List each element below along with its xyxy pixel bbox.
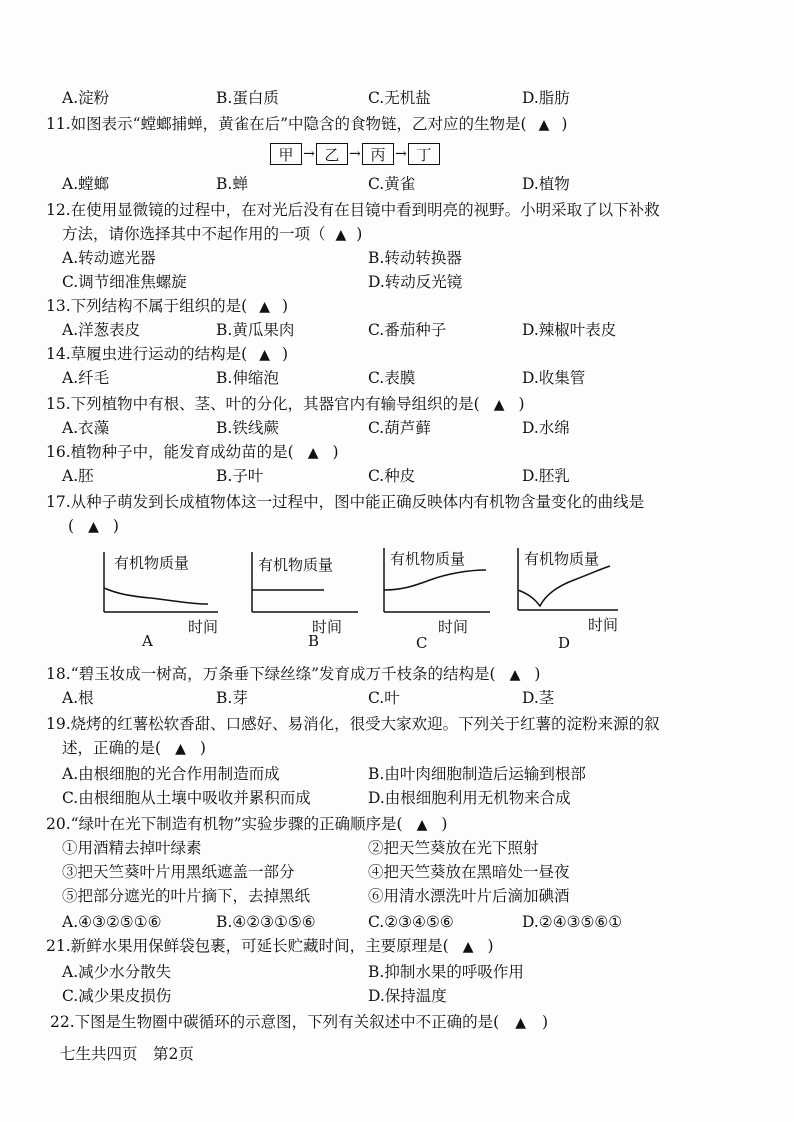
q13-option-b: B.黄瓜果肉 [216, 321, 295, 339]
q18-option-b: B.芽 [216, 689, 248, 707]
q21-option-b: B.抑制水果的呼吸作用 [368, 963, 524, 981]
q20-step-2: ②把天竺葵放在光下照射 [368, 839, 539, 857]
q10-option-d: D.脂肪 [522, 89, 570, 107]
q13-option-a: A.洋葱表皮 [62, 321, 141, 339]
q14-stem-text: 14.草履虫进行运动的结构是( [46, 345, 248, 363]
close-paren: ) [534, 665, 541, 683]
close-paren: ) [441, 815, 448, 833]
q11-option-b: B.蝉 [216, 175, 248, 193]
q12-stem-text: 方法，请你选择其中不起作用的一项（ [62, 225, 326, 243]
food-chain-diagram [270, 142, 440, 166]
q19-stem-text: 述，正确的是( [62, 739, 162, 757]
chain-box-3: 丙 [362, 143, 394, 165]
q16-option-b: B.子叶 [216, 467, 264, 485]
q21-stem-text: 21.新鲜水果用保鲜袋包裹，可延长贮藏时间，主要原理是( [46, 937, 449, 955]
q10-option-b: B.蛋白质 [216, 89, 279, 107]
graph-b-xlabel: 时间 [312, 618, 343, 636]
q13-option-c: C.番茄种子 [368, 321, 447, 339]
graph-c-xlabel: 时间 [438, 618, 469, 636]
graph-a-letter: A [142, 632, 153, 650]
q16-option-d: D.胚乳 [522, 467, 570, 485]
close-paren: ) [199, 739, 206, 757]
answer-mark: ▲ [175, 741, 186, 757]
q15-stem-text: 15.下列植物中有根、茎、叶的分化，其器官内有输导组织的是( [46, 395, 480, 413]
q18-option-a: A.根 [62, 689, 94, 707]
q20-step-4: ④把天竺葵放在黑暗处一昼夜 [368, 863, 570, 881]
graph-b [248, 550, 378, 650]
q22-stem-text: 22.下图是生物圈中碳循环的示意图，下列有关叙述中不正确的是( [50, 1013, 500, 1031]
q12-option-a: A.转动遮光器 [62, 249, 156, 267]
q20-stem [46, 814, 447, 835]
q12-stem-line2 [62, 224, 362, 245]
q12-option-d: D.转动反光镜 [368, 273, 463, 291]
q14-stem [46, 344, 288, 365]
q18-option-c: C.叶 [368, 689, 400, 707]
answer-mark: ▲ [538, 117, 550, 133]
right-arrow-icon: → [303, 146, 315, 162]
graph-d-curve [518, 566, 610, 606]
q15-option-a: A.衣藻 [62, 419, 110, 437]
q12-option-b: B.转动转换器 [368, 249, 462, 267]
q17-stem-line1: 17.从种子萌发到长成植物体这一过程中，图中能正确反映体内有机物含量变化的曲线是 [46, 493, 645, 511]
graph-a-xlabel: 时间 [188, 618, 219, 636]
close-paren: ) [281, 345, 289, 363]
q18-stem [46, 664, 540, 685]
q17-open-paren: ( [68, 517, 75, 535]
q14-option-a: A.纤毛 [62, 369, 110, 387]
q16-option-c: C.种皮 [368, 467, 416, 485]
answer-mark: ▲ [259, 299, 270, 315]
q12-option-c: C.调节细准焦螺旋 [62, 273, 187, 291]
q20-step-6: ⑥用清水漂洗叶片后滴加碘酒 [368, 887, 570, 905]
q19-option-b: B.由叶肉细胞制造后运输到根部 [368, 765, 586, 783]
q22-stem [50, 1012, 548, 1033]
q14-option-d: D.收集管 [522, 369, 586, 387]
q13-stem [46, 296, 288, 317]
q19-stem-line1: 19.烧烤的红薯松软香甜、口感好、易消化，很受大家欢迎。下列关于红薯的淀粉来源的叙 [46, 715, 660, 733]
q15-option-b: B.铁线蕨 [216, 419, 279, 437]
graph-a-curve [104, 588, 208, 604]
answer-mark: ▲ [335, 227, 347, 243]
answer-mark: ▲ [462, 939, 474, 955]
close-paren: ) [518, 395, 525, 413]
close-paren: ) [561, 115, 568, 133]
graph-a-title: 有机物质量 [114, 554, 190, 572]
q20-step-3: ③把天竺葵叶片用黑纸遮盖一部分 [62, 863, 295, 881]
q20-step-1: ①用酒精去掉叶绿素 [62, 839, 202, 857]
q14-option-c: C.表膜 [368, 369, 416, 387]
close-paren: ) [487, 937, 494, 955]
graph-c [380, 546, 510, 650]
q18-option-d: D.茎 [522, 689, 555, 707]
graph-d [514, 546, 644, 650]
q12-stem-line1: 12.在使用显微镜的过程中，在对光后没有在目镜中看到明亮的视野。小明采取了以下补救 [46, 201, 660, 219]
q16-stem-text: 16.植物种子中，能发育成幼苗的是( [46, 443, 294, 461]
close-paren: ) [112, 517, 119, 535]
q15-option-c: C.葫芦藓 [368, 419, 431, 437]
q14-option-b: B.伸缩泡 [216, 369, 279, 387]
answer-mark: ▲ [307, 445, 319, 461]
graph-c-title: 有机物质量 [390, 550, 466, 568]
answer-mark: ▲ [88, 519, 99, 535]
q11-stem-text: 11.如图表示“螳螂捕蝉，黄雀在后”中隐含的食物链，乙对应的生物是( [46, 115, 527, 133]
q16-stem [46, 442, 339, 463]
graph-c-letter: C [416, 634, 428, 652]
answer-mark: ▲ [493, 397, 505, 413]
q19-option-c: C.由根细胞从土壤中吸收并累积而成 [62, 789, 311, 807]
q20-option-b: B.④②③①⑤⑥ [216, 913, 316, 931]
close-paren: ) [541, 1013, 549, 1031]
q13-stem-text: 13.下列结构不属于组织的是( [46, 297, 248, 315]
q15-option-d: D.水绵 [522, 419, 570, 437]
q21-option-a: A.减少水分散失 [62, 963, 172, 981]
q19-option-a: A.由根细胞的光合作用制造而成 [62, 765, 280, 783]
chain-box-4: 丁 [408, 143, 440, 165]
q17-stem-line2 [68, 516, 119, 537]
q11-option-d: D.植物 [522, 175, 570, 193]
chain-box-1: 甲 [270, 143, 302, 165]
q21-option-d: D.保持温度 [368, 987, 447, 1005]
q20-stem-text: 20.“绿叶在光下制造有机物”实验步骤的正确顺序是( [46, 815, 403, 833]
page-footer: 七生共四页 第2页 [60, 1045, 194, 1063]
q19-option-d: D.由根细胞利用无机物来合成 [368, 789, 571, 807]
graph-d-title: 有机物质量 [524, 550, 600, 568]
q11-stem [46, 114, 567, 135]
right-arrow-icon: → [395, 146, 407, 162]
q21-stem [46, 936, 494, 957]
q20-option-d: D.②④③⑤⑥① [522, 913, 623, 931]
graph-b-title: 有机物质量 [258, 556, 334, 574]
q20-step-5: ⑤把部分遮光的叶片摘下，去掉黑纸 [62, 887, 311, 905]
answer-mark: ▲ [259, 347, 270, 363]
q10-option-a: A.淀粉 [62, 89, 110, 107]
q11-option-a: A.螳螂 [62, 175, 110, 193]
q19-stem-line2 [62, 738, 206, 759]
q11-option-c: C.黄雀 [368, 175, 416, 193]
graph-d-xlabel: 时间 [588, 616, 619, 634]
close-paren: ) [281, 297, 289, 315]
q20-option-c: C.②③④⑤⑥ [368, 913, 454, 931]
graph-d-letter: D [558, 634, 571, 652]
answer-mark: ▲ [509, 667, 521, 683]
q10-option-c: C.无机盐 [368, 89, 431, 107]
answer-mark: ▲ [515, 1015, 526, 1031]
q20-option-a: A.④③②⑤①⑥ [62, 913, 162, 931]
chain-box-2: 乙 [316, 143, 348, 165]
graph-b-letter: B [308, 632, 320, 650]
graph-a [100, 550, 230, 650]
graph-c-curve [384, 570, 486, 590]
q13-option-d: D.辣椒叶表皮 [522, 321, 617, 339]
q21-option-c: C.减少果皮损伤 [62, 987, 172, 1005]
close-paren: ) [356, 225, 363, 243]
close-paren: ) [332, 443, 339, 461]
q16-option-a: A.胚 [62, 467, 94, 485]
answer-mark: ▲ [416, 817, 428, 833]
q15-stem [46, 394, 525, 415]
right-arrow-icon: → [349, 146, 361, 162]
q18-stem-text: 18.“碧玉妆成一树高，万条垂下绿丝绦”发育成万千枝条的结构是( [46, 665, 496, 683]
